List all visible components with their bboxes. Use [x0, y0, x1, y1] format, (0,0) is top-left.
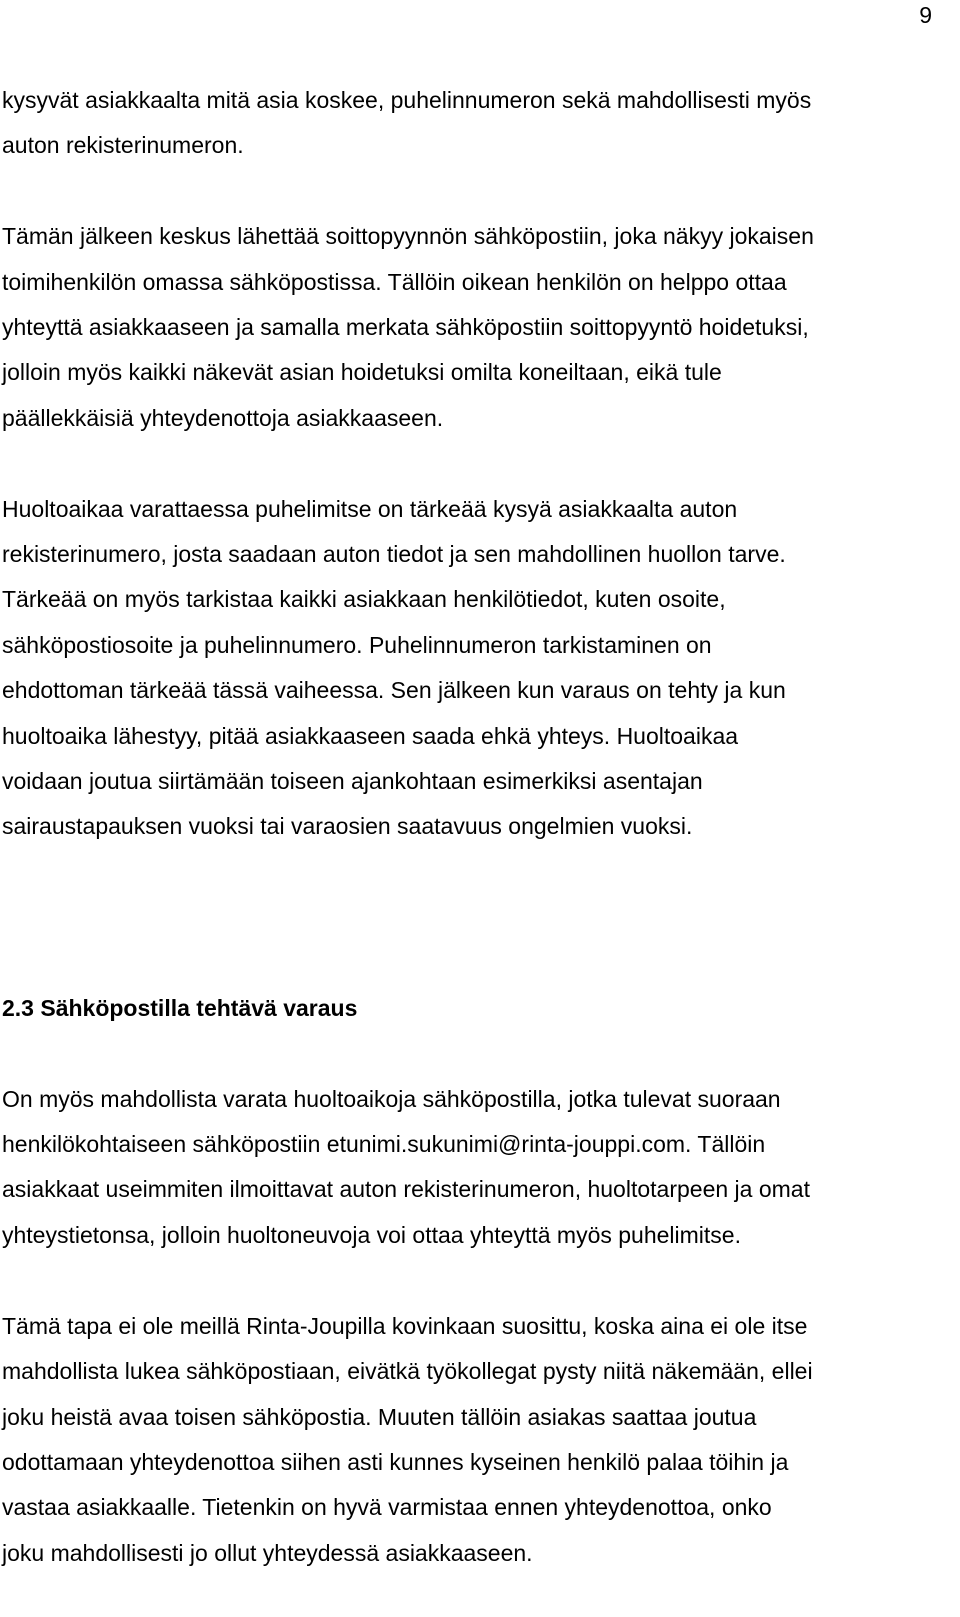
text-line: asiakkaat useimmiten ilmoittavat auton rekisterinumeron, huoltotarpeen ja omat — [2, 1176, 810, 1203]
text-line: joku heistä avaa toisen sähköpostia. Muuten tällöin asiakas saattaa joutua — [2, 1403, 757, 1430]
text-line: Huoltoaikaa varattaessa puhelimitse on tärkeää kysyä asiakkaalta auton — [2, 495, 738, 522]
text-line: Tämä tapa ei ole meillä Rinta-Joupilla kovinkaan suosittu, koska aina ei ole itse — [2, 1312, 808, 1339]
paragraph-3 — [2, 487, 942, 850]
text-line: rekisterinumero, josta saadaan auton tiedot ja sen mahdollinen huollon tarve. — [2, 541, 786, 568]
text-line: Tämän jälkeen keskus lähettää soittopyynnön sähköpostiin, joka näkyy jokaisen — [2, 223, 814, 250]
text-line: henkilökohtaiseen sähköpostiin etunimi.sukunimi@rinta-jouppi.com. Tällöin — [2, 1131, 766, 1158]
paragraph-2 — [2, 214, 942, 441]
text-line: On myös mahdollista varata huoltoaikoja sähköpostilla, jotka tulevat suoraan — [2, 1085, 781, 1112]
text-line: jolloin myös kaikki näkevät asian hoidetuksi omilta koneiltaan, eikä tule — [2, 359, 722, 386]
text-line: joku mahdollisesti jo ollut yhteydessä asiakkaaseen. — [2, 1539, 533, 1566]
paragraph-1 — [2, 78, 942, 169]
text-line: mahdollista lukea sähköpostiaan, eivätkä työkollegat pysty niitä näkemään, ellei — [2, 1358, 813, 1385]
text-line: sairaustapauksen vuoksi tai varaosien saatavuus ongelmien vuoksi. — [2, 813, 693, 840]
document-body — [2, 78, 942, 1576]
text-line: toimihenkilön omassa sähköpostissa. Tällöin oikean henkilön on helppo ottaa — [2, 268, 787, 295]
text-line: auton rekisterinumeron. — [2, 132, 244, 159]
text-line: yhteystietonsa, jolloin huoltoneuvoja voi ottaa yhteyttä myös puhelimitse. — [2, 1221, 741, 1248]
text-line: päällekkäisiä yhteydenottoja asiakkaaseen. — [2, 404, 444, 431]
text-line: kysyvät asiakkaalta mitä asia koskee, puhelinnumeron sekä mahdollisesti myös — [2, 87, 812, 113]
text-line: odottamaan yhteydenottoa siihen asti kunnes kyseinen henkilö palaa töihin ja — [2, 1448, 789, 1475]
text-line: ehdottoman tärkeää tässä vaiheessa. Sen jälkeen kun varaus on tehty ja kun — [2, 677, 786, 704]
paragraph-4 — [2, 1077, 942, 1259]
text-line: vastaa asiakkaalle. Tietenkin on hyvä varmistaa ennen yhteydenottoa, onko — [2, 1494, 772, 1521]
section-heading: 2.3 Sähköpostilla tehtävä varaus — [2, 994, 358, 1021]
page-number: 9 — [919, 2, 932, 28]
text-line: huoltoaika lähestyy, pitää asiakkaaseen saada ehkä yhteys. Huoltoaikaa — [2, 722, 739, 749]
text-line: yhteyttä asiakkaaseen ja samalla merkata sähköpostiin soittopyyntö hoidetuksi, — [2, 314, 809, 341]
text-line: sähköpostiosoite ja puhelinnumero. Puhelinnumeron tarkistaminen on — [2, 631, 712, 658]
text-line: voidaan joutua siirtämään toiseen ajankohtaan esimerkiksi asentajan — [2, 768, 703, 795]
paragraph-5 — [2, 1304, 942, 1576]
text-line: Tärkeää on myös tarkistaa kaikki asiakkaan henkilötiedot, kuten osoite, — [2, 586, 726, 613]
